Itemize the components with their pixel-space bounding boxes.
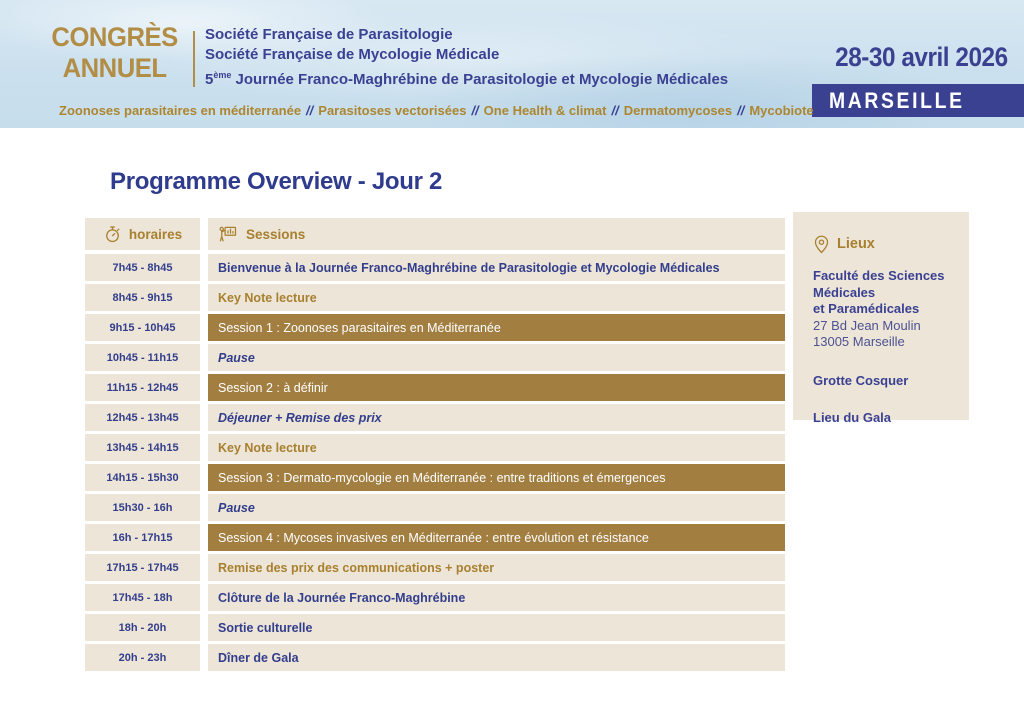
org-line-1: Société Française de Parasitologie bbox=[205, 26, 453, 43]
session-cell: Bienvenue à la Journée Franco-Maghrébine de Parasitologie et Mycologie Médicales bbox=[208, 254, 785, 281]
time-cell: 18h - 20h bbox=[85, 614, 200, 641]
locations-panel bbox=[793, 212, 969, 425]
topic-separator: // bbox=[306, 103, 314, 118]
session-cell: Déjeuner + Remise des prix bbox=[208, 404, 785, 431]
time-cell: 15h30 - 16h bbox=[85, 494, 200, 521]
header-band bbox=[0, 0, 1024, 128]
schedule-row bbox=[85, 284, 785, 311]
venue-name-line: et Paramédicales bbox=[813, 301, 920, 316]
org-line-2: Société Française de Mycologie Médicale bbox=[205, 46, 500, 63]
session-cell: Remise des prix des communications + poster bbox=[208, 554, 785, 581]
topic-item: Parasitoses vectorisées bbox=[318, 103, 467, 118]
congres-annuel-logo bbox=[50, 22, 179, 84]
location-item: Lieu du Gala bbox=[813, 409, 892, 425]
schedule-row bbox=[85, 464, 785, 491]
topic-separator: // bbox=[737, 103, 745, 118]
event-line-ordinal: ème bbox=[213, 70, 232, 80]
sessions-column-header bbox=[208, 218, 785, 250]
schedule-row bbox=[85, 314, 785, 341]
session-cell: Clôture de la Journée Franco-Maghrébine bbox=[208, 584, 785, 611]
schedule-row bbox=[85, 644, 785, 671]
session-cell: Session 1 : Zoonoses parasitaires en Méditerranée bbox=[208, 314, 785, 341]
schedule-row bbox=[85, 374, 785, 401]
schedule-row bbox=[85, 584, 785, 611]
map-pin-icon bbox=[813, 234, 830, 254]
topic-item: Dermatomycoses bbox=[623, 103, 733, 118]
time-cell: 13h45 - 14h15 bbox=[85, 434, 200, 461]
event-line-rest: Journée Franco-Maghrébine de Parasitologie et Mycologie Médicales bbox=[231, 71, 729, 88]
event-dates: 28-30 avril 2026 bbox=[835, 42, 1008, 72]
session-cell: Sortie culturelle bbox=[208, 614, 785, 641]
venue-name-line: Faculté des Sciences bbox=[813, 268, 945, 283]
session-cell: Pause bbox=[208, 344, 785, 371]
locations-panel-header bbox=[813, 234, 953, 254]
time-column-label: horaires bbox=[128, 226, 183, 242]
logo-divider bbox=[193, 31, 195, 87]
schedule-row bbox=[85, 404, 785, 431]
event-line-prefix: 5 bbox=[205, 71, 214, 88]
time-cell: 14h15 - 15h30 bbox=[85, 464, 200, 491]
time-cell: 7h45 - 8h45 bbox=[85, 254, 200, 281]
event-line bbox=[205, 65, 728, 90]
topic-item: Mycobiote bbox=[749, 103, 814, 118]
topic-separator: // bbox=[611, 103, 619, 118]
session-cell: Session 3 : Dermato-mycologie en Méditerranée : entre traditions et émergences bbox=[208, 464, 785, 491]
time-cell: 16h - 17h15 bbox=[85, 524, 200, 551]
topic-item: Zoonoses parasitaires en méditerranée bbox=[59, 103, 302, 118]
venue-name-line: Médicales bbox=[813, 284, 876, 300]
schedule-header-row bbox=[85, 218, 785, 250]
logo-line-1: CONGRÈS bbox=[51, 22, 178, 52]
topic-separator: // bbox=[471, 103, 479, 118]
schedule-row bbox=[85, 524, 785, 551]
organizations-block bbox=[205, 25, 728, 90]
locations-panel-title: Lieux bbox=[837, 236, 875, 252]
topics-bar bbox=[59, 103, 814, 118]
session-cell: Dîner de Gala bbox=[208, 644, 785, 671]
city-name: MARSEILLE bbox=[829, 87, 965, 113]
sessions-column-label: Sessions bbox=[246, 226, 306, 242]
schedule-row bbox=[85, 554, 785, 581]
time-cell: 17h45 - 18h bbox=[85, 584, 200, 611]
time-cell: 10h45 - 11h15 bbox=[85, 344, 200, 371]
time-cell: 9h15 - 10h45 bbox=[85, 314, 200, 341]
schedule-row bbox=[85, 614, 785, 641]
schedule-row bbox=[85, 344, 785, 371]
logo-line-2: ANNUEL bbox=[62, 53, 167, 83]
presentation-icon bbox=[218, 224, 238, 244]
session-cell: Key Note lecture bbox=[208, 284, 785, 311]
time-cell: 11h15 - 12h45 bbox=[85, 374, 200, 401]
session-cell: Session 2 : à définir bbox=[208, 374, 785, 401]
stopwatch-icon bbox=[103, 225, 122, 244]
time-cell: 12h45 - 13h45 bbox=[85, 404, 200, 431]
location-item: Grotte Cosquer bbox=[813, 372, 909, 388]
city-banner bbox=[812, 84, 1024, 117]
page-title: Programme Overview - Jour 2 bbox=[110, 168, 443, 195]
time-column-header bbox=[85, 218, 200, 250]
time-cell: 8h45 - 9h15 bbox=[85, 284, 200, 311]
schedule-row bbox=[85, 434, 785, 461]
venue-address-line: 13005 Marseille bbox=[813, 334, 905, 349]
schedule-table bbox=[85, 218, 785, 674]
time-cell: 17h15 - 17h45 bbox=[85, 554, 200, 581]
schedule-row bbox=[85, 494, 785, 521]
session-cell: Session 4 : Mycoses invasives en Méditerranée : entre évolution et résistance bbox=[208, 524, 785, 551]
venue-address-line: 27 Bd Jean Moulin bbox=[813, 317, 921, 333]
session-cell: Pause bbox=[208, 494, 785, 521]
schedule-row bbox=[85, 254, 785, 281]
session-cell: Key Note lecture bbox=[208, 434, 785, 461]
topic-item: One Health & climat bbox=[483, 103, 607, 118]
time-cell: 20h - 23h bbox=[85, 644, 200, 671]
